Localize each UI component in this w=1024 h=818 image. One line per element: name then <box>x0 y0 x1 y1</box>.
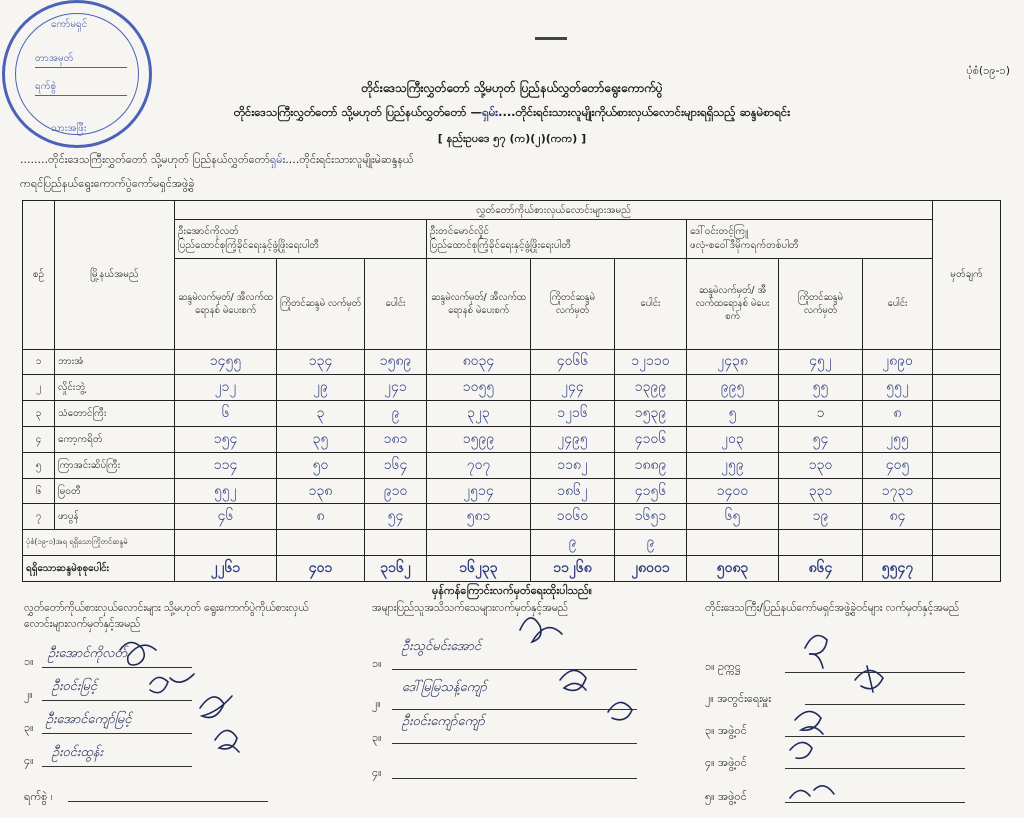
table-row <box>23 426 1001 452</box>
cell-value: ၁၃၀ <box>779 452 863 478</box>
signature-mark <box>560 670 586 690</box>
sub-header-advance: ကြိုတင်ဆန္ဒမဲ လက်မှတ် <box>531 259 615 349</box>
sub-header-total: ပေါင်း <box>615 259 687 349</box>
cell-value: ၅၅၂ <box>863 375 933 401</box>
official-seal <box>2 0 152 148</box>
cell-value: ၁၈၈၉ <box>615 452 687 478</box>
subtitle1-handwritten: ရှမ်း <box>269 153 286 166</box>
cell-value: ၅၀ <box>277 452 365 478</box>
cell-value: ၉ <box>365 401 427 427</box>
row-remark <box>933 478 1001 504</box>
cell-value: ၅၅၂ <box>175 478 277 504</box>
sub-header-ballot: ဆန္ဒမဲလက်မှတ်/ အီလက်ထရောနစ် မဲပေးစက် <box>175 259 277 349</box>
commission-item-3: ၃။ အဖွဲ့ဝင် <box>705 724 747 737</box>
sub-header-advance: ကြိုတင်ဆန္ဒမဲ လက်မှတ် <box>779 259 863 349</box>
row-remark <box>933 349 1001 375</box>
cell-value: ၁၆၄ <box>365 452 427 478</box>
top-dash <box>535 37 567 40</box>
cell-value: ၂၄၉၅ <box>531 426 615 452</box>
candidate-3-name: ဒေါ်ဝင်းတင့်ကြူ <box>690 226 749 238</box>
total-value: ၅၀၈၃ <box>687 556 779 582</box>
row-remark <box>933 452 1001 478</box>
candidate-1-party: ပြည်ထောင်စုကြံ့ခိုင်ရေးနှင့်ဖွံ့ဖြိုးရေးပါတီ <box>178 240 320 252</box>
total-value: ၈၆၄ <box>779 556 863 582</box>
cell-value: ၈ <box>277 504 365 530</box>
sub-header-advance: ကြိုတင်ဆန္ဒမဲ လက်မှတ် <box>277 259 365 349</box>
row-township: မြဝတီ <box>55 478 175 504</box>
left-sig-num-2: ၂။ <box>24 688 33 701</box>
cell-value: ၁၅၉၉ <box>427 426 531 452</box>
total-value: ၂၈၀၀၁ <box>615 556 687 582</box>
left-sig-num-1: ၁။ <box>24 655 34 668</box>
row-remark <box>933 426 1001 452</box>
candidate-2-party: ပြည်ထောင်စုကြံ့ခိုင်ရေးနှင့်ဖွံ့ဖြိုးရေးပါတီ <box>430 240 572 252</box>
cell-value: ၄၅၂ <box>779 349 863 375</box>
mid-sig-num-3: ၃။ <box>372 731 382 744</box>
cell-value: ၃၅ <box>277 426 365 452</box>
row-remark <box>933 375 1001 401</box>
cell-value <box>365 530 427 556</box>
cell-value: ၁၅၈၉ <box>365 349 427 375</box>
left-sig-name-4: ဦးဝင်းထွန်း <box>52 745 103 760</box>
title-line3: [ နည်းဥပဒေ ၅၇ (က)(၂)(ကက) ] <box>437 132 587 145</box>
cell-value: ၃၃၁ <box>779 478 863 504</box>
signature-mark <box>790 742 812 758</box>
sub-header-total: ပေါင်း <box>365 259 427 349</box>
cell-value: ၅ <box>687 401 779 427</box>
verification-statement: မှန်ကန်ကြောင်းလက်မှတ်ရေးထိုးပါသည်။ <box>431 584 592 597</box>
row-remark <box>933 401 1001 427</box>
total-value: ၂၂၆၁ <box>175 556 277 582</box>
cell-value: ၂၅၅ <box>863 426 933 452</box>
cell-value: ၂၅၉ <box>687 452 779 478</box>
cell-value: ၉၁၀ <box>365 478 427 504</box>
signature-mark <box>200 696 232 718</box>
signature-mark <box>520 618 562 642</box>
seal-line2-label: ရက်စွဲ <box>35 81 57 92</box>
form-number: ပုံစံ(၁၉-၁) <box>966 64 1010 77</box>
col-remarks-header: မှတ်ချက် <box>933 201 1001 350</box>
cell-value: ၃၂၃ <box>427 401 531 427</box>
left-sig-num-3: ၃။ <box>24 721 34 734</box>
cell-value: ၂၉ <box>277 375 365 401</box>
cell-value: ၂၄၁ <box>365 375 427 401</box>
total-label: ရရှိသောဆန္ဒမဲစုစုပေါင်း <box>23 556 175 582</box>
cell-value: ၁ <box>779 401 863 427</box>
signature-mark <box>120 642 156 665</box>
title-line2-pre: တိုင်းဒေသကြီးလွှတ်တော် သို့မဟုတ် ပြည်နယ်လွှတ်တော် — <box>233 105 482 119</box>
signature-mark <box>215 730 239 752</box>
header-row-group <box>23 201 1001 220</box>
cell-value: ၉ <box>615 530 687 556</box>
table-row <box>23 349 1001 375</box>
row-township: ဘားအံ <box>55 349 175 375</box>
cell-value <box>277 530 365 556</box>
cell-value: ၁၂၁၁၀ <box>615 349 687 375</box>
subtitle-line1 <box>20 153 414 169</box>
cell-value <box>687 530 779 556</box>
cell-value <box>175 530 277 556</box>
row-no: ၁ <box>23 349 55 375</box>
total-value: ၄၀၁ <box>277 556 365 582</box>
candidate-2-name: ဦးတင်မောင်လှိုင် <box>430 226 490 238</box>
cell-value: ၁၄၀၀ <box>687 478 779 504</box>
table-row <box>23 401 1001 427</box>
signature-mark <box>608 702 632 719</box>
row-remark <box>933 556 1001 582</box>
row-remark <box>933 504 1001 530</box>
cell-value: ၃ <box>277 401 365 427</box>
mid-sig-name-2: ဒေါ်မြမြသန့်ကျော် <box>402 680 487 695</box>
seal-text-top: ကော်မရှင် <box>51 19 88 30</box>
row-no: ၆ <box>23 478 55 504</box>
left-sig-name-3: ဦးအောင်ကျော်မြင့် <box>46 712 132 727</box>
cell-value: ၂၁၂ <box>175 375 277 401</box>
vote-results-table <box>22 200 1001 582</box>
commission-item-2: ၂။ အတွင်းရေးမှူး <box>705 692 772 705</box>
row-township: သံတောင်ကြီး <box>55 401 175 427</box>
candidate-1-name: ဦးအောင်ကိုလတ် <box>178 226 239 238</box>
cell-value: ၁၄၅၅ <box>175 349 277 375</box>
cell-value: ၁၃၄ <box>277 349 365 375</box>
title-line2 <box>0 105 1024 122</box>
mid-sig-num-1: ၁။ <box>372 657 382 670</box>
title-line2-post: ....တိုင်းရင်းသားလူမျိုးကိုယ်စားလှယ်လောင်းများရရှိသည့် ဆန္ဒမဲစာရင်း <box>498 105 791 119</box>
cell-value <box>863 530 933 556</box>
cell-value: ၁၂၁၆ <box>531 401 615 427</box>
cell-value: ၇၀၇ <box>427 452 531 478</box>
row-township: ကြာအင်းဆိပ်ကြီး <box>55 452 175 478</box>
table-row <box>23 478 1001 504</box>
cell-value: ၁၃၉၉ <box>615 375 687 401</box>
cell-value: ၄၆ <box>175 504 277 530</box>
total-value: ၃၁၆၂ <box>365 556 427 582</box>
cell-value: ၁၉ <box>779 504 863 530</box>
row-no: ၃ <box>23 401 55 427</box>
mid-sig-name-3: ဦးဝင်းကျော်ကျော် <box>402 714 485 729</box>
cell-value: ၁၅၄ <box>175 426 277 452</box>
cell-value <box>427 530 531 556</box>
cell-value: ၁၀၆၀ <box>531 504 615 530</box>
row-no: ၇ <box>23 504 55 530</box>
sub-header-total: ပေါင်း <box>863 259 933 349</box>
total-value: ၅၅၄၇ <box>863 556 933 582</box>
advance-vote-row <box>23 530 1001 556</box>
left-sig-num-4: ၄။ <box>24 754 34 767</box>
cell-value: ၂၅၁၄ <box>427 478 531 504</box>
row-no: ၂ <box>23 375 55 401</box>
cell-value: ၂၀၃ <box>687 426 779 452</box>
commission-item-4: ၄။ အဖွဲ့ဝင် <box>705 756 747 769</box>
row-remark <box>933 530 1001 556</box>
signature-mark <box>855 666 883 692</box>
cell-value: ၅၄ <box>365 504 427 530</box>
row-no: ၄ <box>23 426 55 452</box>
cell-value: ၈ <box>863 401 933 427</box>
seal-line1 <box>35 67 127 68</box>
candidate-1-header <box>175 220 427 259</box>
total-value: ၁၁၂၆၈ <box>531 556 615 582</box>
cell-value: ၅၄ <box>779 426 863 452</box>
cell-value: ၄၀၅ <box>863 452 933 478</box>
signature-mark <box>805 636 827 669</box>
mid-sig-num-4: ၄။ <box>372 766 382 779</box>
mid-sig-num-2: ၂။ <box>372 697 381 710</box>
cell-value: ၁၁၄ <box>175 452 277 478</box>
cell-value: ၁၁၈၂ <box>531 452 615 478</box>
left-sig-name-2: ဦးဝင်းမြင့် <box>52 679 98 694</box>
table-row <box>23 375 1001 401</box>
row-township: ဖာပွန် <box>55 504 175 530</box>
cell-value: ၁၃၈ <box>277 478 365 504</box>
cell-value: ၄၁၅၆ <box>615 478 687 504</box>
mid-sig-name-1: ဦးသွင်မင်းအောင် <box>402 639 482 654</box>
row-township: ကော့ကရိတ် <box>55 426 175 452</box>
commission-item-5: ၅။ အဖွဲ့ဝင် <box>705 790 747 803</box>
witness-heading: အများပြည်သူအသိသက်သေများလက်မှတ်နှင့်အမည် <box>372 602 569 614</box>
title-line2-handwritten: ရှမ်း <box>481 105 499 119</box>
cell-value: ၂၄၃၈ <box>687 349 779 375</box>
title-line1: တိုင်းဒေသကြီးလွှတ်တော် သို့မဟုတ် ပြည်နယ်လွှတ်တော်ရွေးကောက်ပွဲ <box>361 81 663 95</box>
row-township: လှိုင်းဘွဲ့ <box>55 375 175 401</box>
cell-value: ၁၇၃၁ <box>863 478 933 504</box>
cell-value: ၅၈၁ <box>427 504 531 530</box>
signature-scribbles <box>0 600 1024 818</box>
cell-value: ၂၈၉၀ <box>863 349 933 375</box>
cell-value: ၉ <box>531 530 615 556</box>
seal-text-bottom: သားအဖြီး <box>51 123 87 134</box>
left-signatures-heading: လွှတ်တော်ကိုယ်စားလှယ်လောင်းများ သို့မဟုတ် ရွေးကောက်ပွဲကိုယ်စားလှယ်လောင်းများလက်မှတ်နှင့်အမည် <box>24 602 309 630</box>
total-value: ၁၆၂၃၃ <box>427 556 531 582</box>
col-township-header: မြို့နယ်အမည် <box>55 201 175 350</box>
col-candidates-header: လွှတ်တော်ကိုယ်စားလှယ်လောင်းများအမည် <box>175 201 933 220</box>
sub-header-ballot: ဆန္ဒမဲလက်မှတ်/ အီလက်ထရောနစ် မဲပေးစက် <box>687 259 779 349</box>
cell-value: ၈၄ <box>863 504 933 530</box>
cell-value: ၁၀၅၅ <box>427 375 531 401</box>
cell-value: ၁၈၆၂ <box>531 478 615 504</box>
row-no: ၅ <box>23 452 55 478</box>
cell-value: ၈၀၃၄ <box>427 349 531 375</box>
cell-value: ၄၁၀၆ <box>615 426 687 452</box>
total-row <box>23 556 1001 582</box>
sub-header-ballot: ဆန္ဒမဲလက်မှတ်/ အီလက်ထရောနစ် မဲပေးစက် <box>427 259 531 349</box>
signature-mark <box>795 711 823 734</box>
candidate-3-header <box>687 220 933 259</box>
subtitle-line2: ကရင်ပြည်နယ်ရွေးကောက်ပွဲကော်မရှင်အဖွဲ့ခွဲ <box>20 177 195 190</box>
table-row <box>23 452 1001 478</box>
table-row <box>23 504 1001 530</box>
candidate-2-header <box>427 220 687 259</box>
cell-value: ၁၅၃၉ <box>615 401 687 427</box>
commission-heading: တိုင်းဒေသကြီး/ပြည်နယ်ကော်မရှင်အဖွဲ့ခွဲဝင်များ လက်မှတ်နှင့်အမည် <box>705 602 960 614</box>
cell-value: ၅၅ <box>779 375 863 401</box>
cell-value: ၂၄၄ <box>531 375 615 401</box>
left-sig-name-1: ဦးအောင်ကိုလတ် <box>48 646 128 661</box>
col-no-header: စဉ် <box>23 201 55 350</box>
signature-mark <box>790 786 834 798</box>
subtitle1-post: ....တိုင်းရင်းသားလူမျိုးမဲဆန္ဒနယ် <box>285 153 414 166</box>
subtitle1-pre: ........တိုင်းဒေသကြီးလွှတ်တော် သို့မဟုတ် ပြည်နယ်လွှတ်တော် <box>20 153 270 166</box>
cell-value: ၄၀၆၆ <box>531 349 615 375</box>
cell-value: ၁၆၅၁ <box>615 504 687 530</box>
cell-value: ၁၈၁ <box>365 426 427 452</box>
date-label: ရက်စွဲ ၊ <box>24 790 53 803</box>
commission-item-1: ၁။ ဥက္ကဋ္ဌ <box>705 660 741 673</box>
signature-mark <box>150 674 194 693</box>
advance-vote-label: ပုံစံ(၁၉-၁)အရ ရရှိသောကြိုတင်ဆန္ဒမဲ <box>23 530 175 556</box>
cell-value: ၆ <box>175 401 277 427</box>
cell-value <box>779 530 863 556</box>
seal-line1-label: တာအမှတ် <box>35 53 74 64</box>
candidate-3-party: ဖလုံ-စဝေါ်ဒီမိုကရက်တစ်ပါတီ <box>690 240 799 252</box>
cell-value: ၆၅ <box>687 504 779 530</box>
cell-value: ၉၉၅ <box>687 375 779 401</box>
